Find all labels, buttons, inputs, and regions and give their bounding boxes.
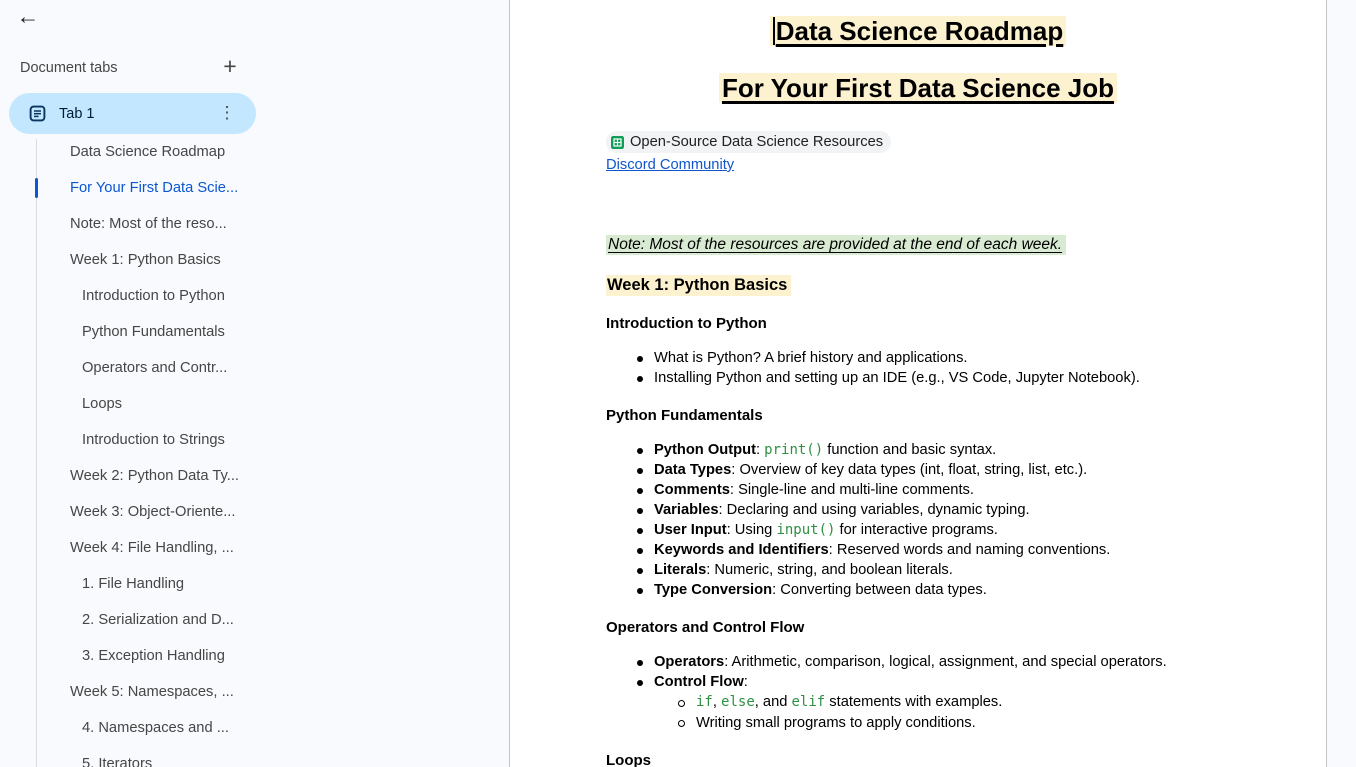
outline-item[interactable]: For Your First Data Scie...: [0, 170, 300, 206]
bullet-item: Data Types: Overview of key data types (int, float, string, list, etc.).: [634, 460, 1230, 480]
back-arrow-icon[interactable]: ←: [16, 3, 40, 29]
code-span: else: [721, 694, 755, 710]
section-heading: Python Fundamentals: [606, 407, 763, 424]
outline-item[interactable]: Week 3: Object-Oriente...: [70, 504, 236, 520]
workspace-background: [1327, 0, 1356, 767]
outline-item[interactable]: Introduction to Python: [82, 288, 225, 304]
outline-item[interactable]: Note: Most of the reso...: [70, 216, 227, 232]
document-content: [606, 0, 1230, 767]
outline-item[interactable]: Python Fundamentals: [82, 324, 225, 340]
code-span: input(): [776, 522, 836, 538]
code-span: print(): [764, 442, 824, 458]
outline-item[interactable]: Operators and Contr...: [82, 360, 228, 376]
doc-blocks: [606, 314, 1230, 767]
discord-community-link[interactable]: Discord Community: [606, 157, 735, 173]
tab-item-tab1[interactable]: [9, 93, 256, 134]
sub-bullet-item: if, else, and elif statements with examples.: [676, 692, 1230, 713]
sub-bullet-item: Writing small programs to apply conditions.: [676, 713, 1230, 734]
week-1-heading: Week 1: Python Basics: [606, 275, 1230, 296]
bullet-item: Variables: Declaring and using variables, dynamic typing.: [634, 500, 1230, 520]
code-span: elif: [791, 694, 826, 710]
section-heading: Introduction to Python: [606, 315, 767, 332]
document-tabs-label: Document tabs: [20, 60, 118, 76]
bullet-item: User Input: Using input() for interactive programs.: [634, 520, 1230, 540]
outline-item[interactable]: Week 4: File Handling, ...: [70, 540, 234, 556]
document-title: Data Science Roadmap: [606, 15, 1230, 48]
bullet-item: Installing Python and setting up an IDE (e.g., VS Code, Jupyter Notebook).: [634, 368, 1230, 388]
bullet-item: Type Conversion: Converting between data types.: [634, 580, 1230, 600]
outline-item[interactable]: 3. Exception Handling: [82, 648, 225, 664]
kebab-menu-icon[interactable]: ⋮: [218, 103, 236, 122]
outline-item[interactable]: 5. Iterators: [82, 756, 153, 767]
outline-item[interactable]: Loops: [82, 396, 123, 412]
section-heading: Operators and Control Flow: [606, 619, 805, 636]
document-subtitle: For Your First Data Science Job: [606, 72, 1230, 105]
outline-item[interactable]: Data Science Roadmap: [70, 144, 226, 160]
chip-label: Open-Source Data Science Resources: [630, 134, 884, 150]
note-text: Note: Most of the resources are provided at the end of each week.: [606, 234, 1230, 255]
text-cursor: [773, 17, 775, 45]
sheets-icon: [611, 136, 624, 149]
bullet-item: Python Output: print() function and basic syntax.: [634, 440, 1230, 460]
bullet-item: Control Flow: if, else, and elif statements with examples. Writing small programs to apply conditions.: [634, 672, 1230, 733]
code-span: if: [696, 694, 713, 710]
bullet-item: Literals: Numeric, string, and boolean literals.: [634, 560, 1230, 580]
document-icon: [29, 105, 46, 122]
bullet-item: Comments: Single-line and multi-line comments.: [634, 480, 1230, 500]
outline-item[interactable]: 1. File Handling: [82, 576, 185, 592]
document-page[interactable]: [510, 0, 1327, 767]
tab-label: Tab 1: [59, 105, 95, 122]
bullet-item: What is Python? A brief history and applications.: [634, 348, 1230, 368]
outline-item[interactable]: Week 5: Namespaces, ...: [70, 684, 234, 700]
outline-item[interactable]: Introduction to Strings: [82, 432, 225, 448]
section-heading: Loops: [606, 752, 651, 767]
outline-item[interactable]: Week 2: Python Data Ty...: [70, 468, 239, 484]
outline-item[interactable]: 2. Serialization and D...: [82, 612, 234, 628]
bullet-item: Keywords and Identifiers: Reserved words and naming conventions.: [634, 540, 1230, 560]
sheets-smart-chip[interactable]: [606, 131, 891, 153]
outline-list: [0, 134, 300, 767]
outline-item[interactable]: Week 1: Python Basics: [70, 252, 221, 268]
outline-item[interactable]: 4. Namespaces and ...: [82, 720, 229, 736]
document-tabs-sidebar: [0, 0, 510, 767]
bullet-item: Operators: Arithmetic, comparison, logical, assignment, and special operators.: [634, 652, 1230, 672]
add-tab-button[interactable]: +: [223, 53, 237, 79]
